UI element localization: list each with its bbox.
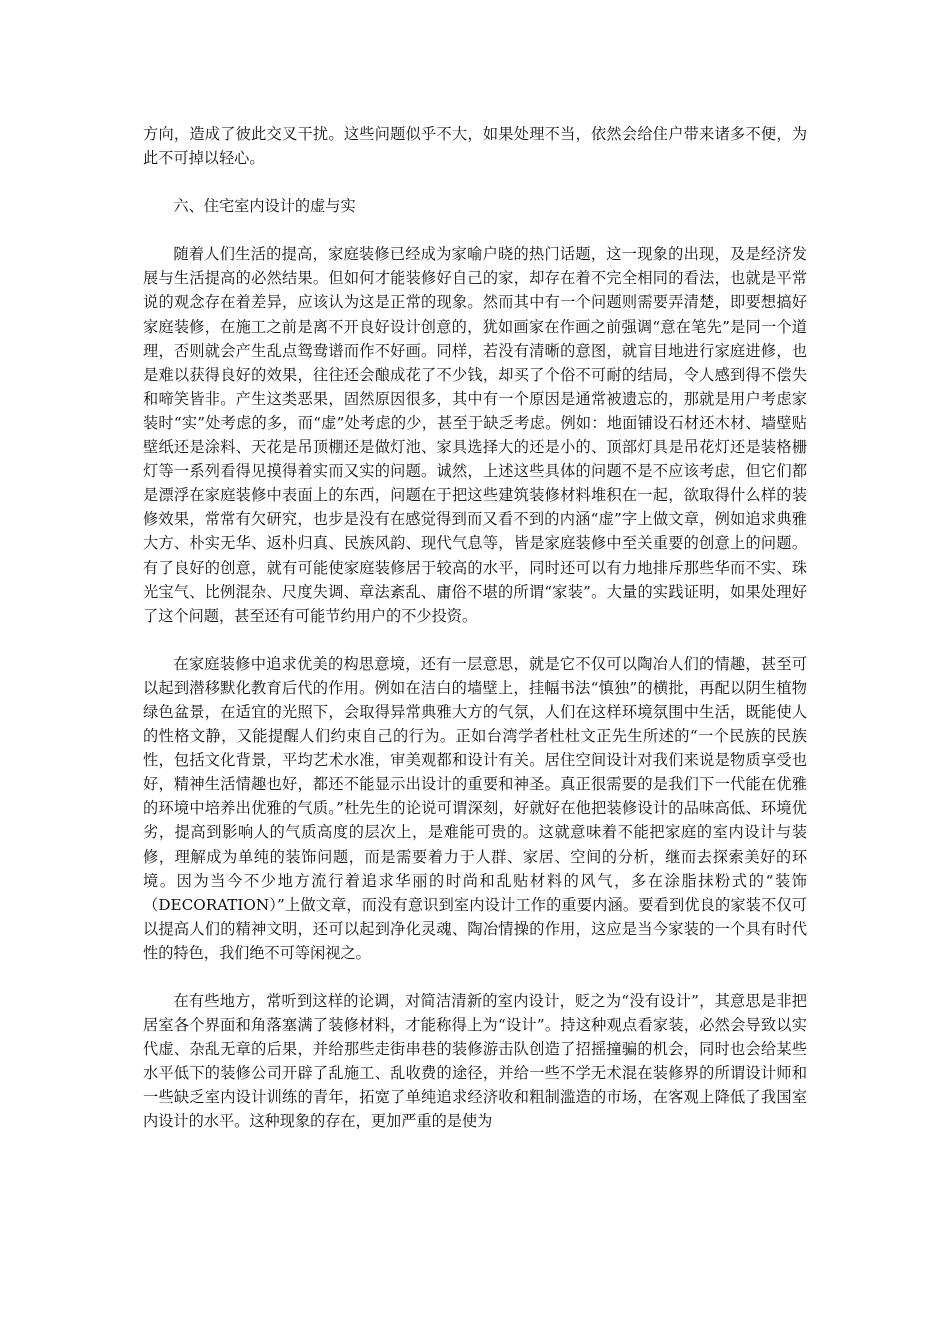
continuation-paragraph: 方向，造成了彼此交叉干扰。这些问题似乎不大，如果处理不当，依然会给住户带来诸多不便，为此不可掉以轻心。 <box>143 125 807 168</box>
body-paragraph-2: 在家庭装修中追求优美的构思意境，还有一层意思，就是它不仅可以陶冶人们的情趣，甚至可以起到潜移默化教育后代的作用。例如在洁白的墙壁上，挂幅书法“慎独”的横批，再配以阴生植物绿色盆景，在适宜的光照下，会取得异常典雅大方的气氛，人们在这样环境氛围中生活，既能使人的性格文静，又能提醒人们约束自己的行为。正如台湾学者杜杜文正先生所述的“一个民族的民族性，包括文化背景，平均艺术水准，审美观都和设计有关。居住空间设计对我们来说是物质享受也好，精神生活情趣也好，都还不能显示出设计的重要和神圣。真正很需要的是我们下一代能在优雅的环境中培养出优雅的气质。”杜先生的论说可谓深刻，好就好在他把装修设计的品味高低、环境优劣，提高到影响人的气质高度的层次上，是难能可贵的。这就意味着不能把家庭的室内设计与装修，理解成为单纯的装饰问题，而是需要着力于人群、家居、空间的分析，继而去探索美好的环境。因为当今不少地方流行着追求华丽的时尚和乱贴材料的风气，多在涂脂抹粉式的“装饰（DECORATION）”上做文章，而没有意识到室内设计工作的重要内涵。要看到优良的家装不仅可以提高人们的精神文明，还可以起到净化灵魂、陶冶情操的作用，这应是当今家装的一个具有时代性的特色，我们绝不可等闲视之。 <box>143 654 807 962</box>
body-paragraph-3: 在有些地方，常听到这样的论调，对简洁清新的室内设计，贬之为“没有设计”，其意思是非把居室各个界面和角落塞满了装修材料，才能称得上为“设计”。持这种观点看家装，必然会导致以实代虚、杂乱无章的后果，并给那些走街串巷的装修游击队创造了招摇撞骗的机会，同时也会给某些水平低下的装修公司开辟了乱施工、乱收费的途径，并给一些不学无术混在装修界的所谓设计师和一些缺乏室内设计训练的青年，拓宽了单纯追求经济收和粗制滥造的市场，在客观上降低了我国室内设计的水平。这种现象的存在，更加严重的是使为 <box>143 992 807 1131</box>
body-paragraph-1: 随着人们生活的提高，家庭装修已经成为家喻户晓的热门话题，这一现象的出现，及是经济发展与生活提高的必然结果。但如何才能装修好自己的家，却存在着不完全相同的看法，也就是平常说的观念存在着差异，应该认为这是正常的现象。然而其中有一个问题则需要弄清楚，即要想搞好家庭装修，在施工之前是离不开良好设计创意的，犹如画家在作画之前强调“意在笔先”是同一个道理，否则就会产生乱点鸳鸯谱而作不好画。同样，若没有清晰的意图，就盲目地进行家庭进修，也是难以获得良好的效果，往往还会酿成花了不少钱，却买了个俗不可耐的结局，令人感到得不偿失和啼笑皆非。产生这类恶果，固然原因很多，其中有一个原因是通常被遗忘的，那就是用户考虑家装时“实”处考虑的多，而“虚”处考虑的少，甚至于缺乏考虑。例如：地面铺设石材还木材、墙壁贴壁纸还是涂料、天花是吊顶棚还是做灯池、家具选择大的还是小的、顶部灯具是吊花灯还是装格栅灯等一系列看得见摸得着实而又实的问题。诚然，上述这些具体的问题不是不应该考虑，但它们都是漂浮在家庭装修中表面上的东西，问题在于把这些建筑装修材料堆积在一起，欲取得什么样的装修效果，常常有欠研究，也步是没有在感觉得到而又看不到的内涵“虚”字上做文章，例如追求典雅大方、朴实无华、返朴归真、民族风韵、现代气息等，皆是家庭装修中至关重要的创意上的问题。有了良好的创意，就有可能使家庭装修居于较高的水平，同时还可以有力地排斥那些华而不实、珠光宝气、比例混杂、尺度失调、章法紊乱、庸俗不堪的所谓“家装”。大量的实践证明，如果处理好了这个问题，甚至还有可能节约用户的不少投资。 <box>143 245 807 625</box>
section-heading: 六、住宅室内设计的虚与实 <box>173 197 356 216</box>
document-body <box>143 122 807 1158</box>
